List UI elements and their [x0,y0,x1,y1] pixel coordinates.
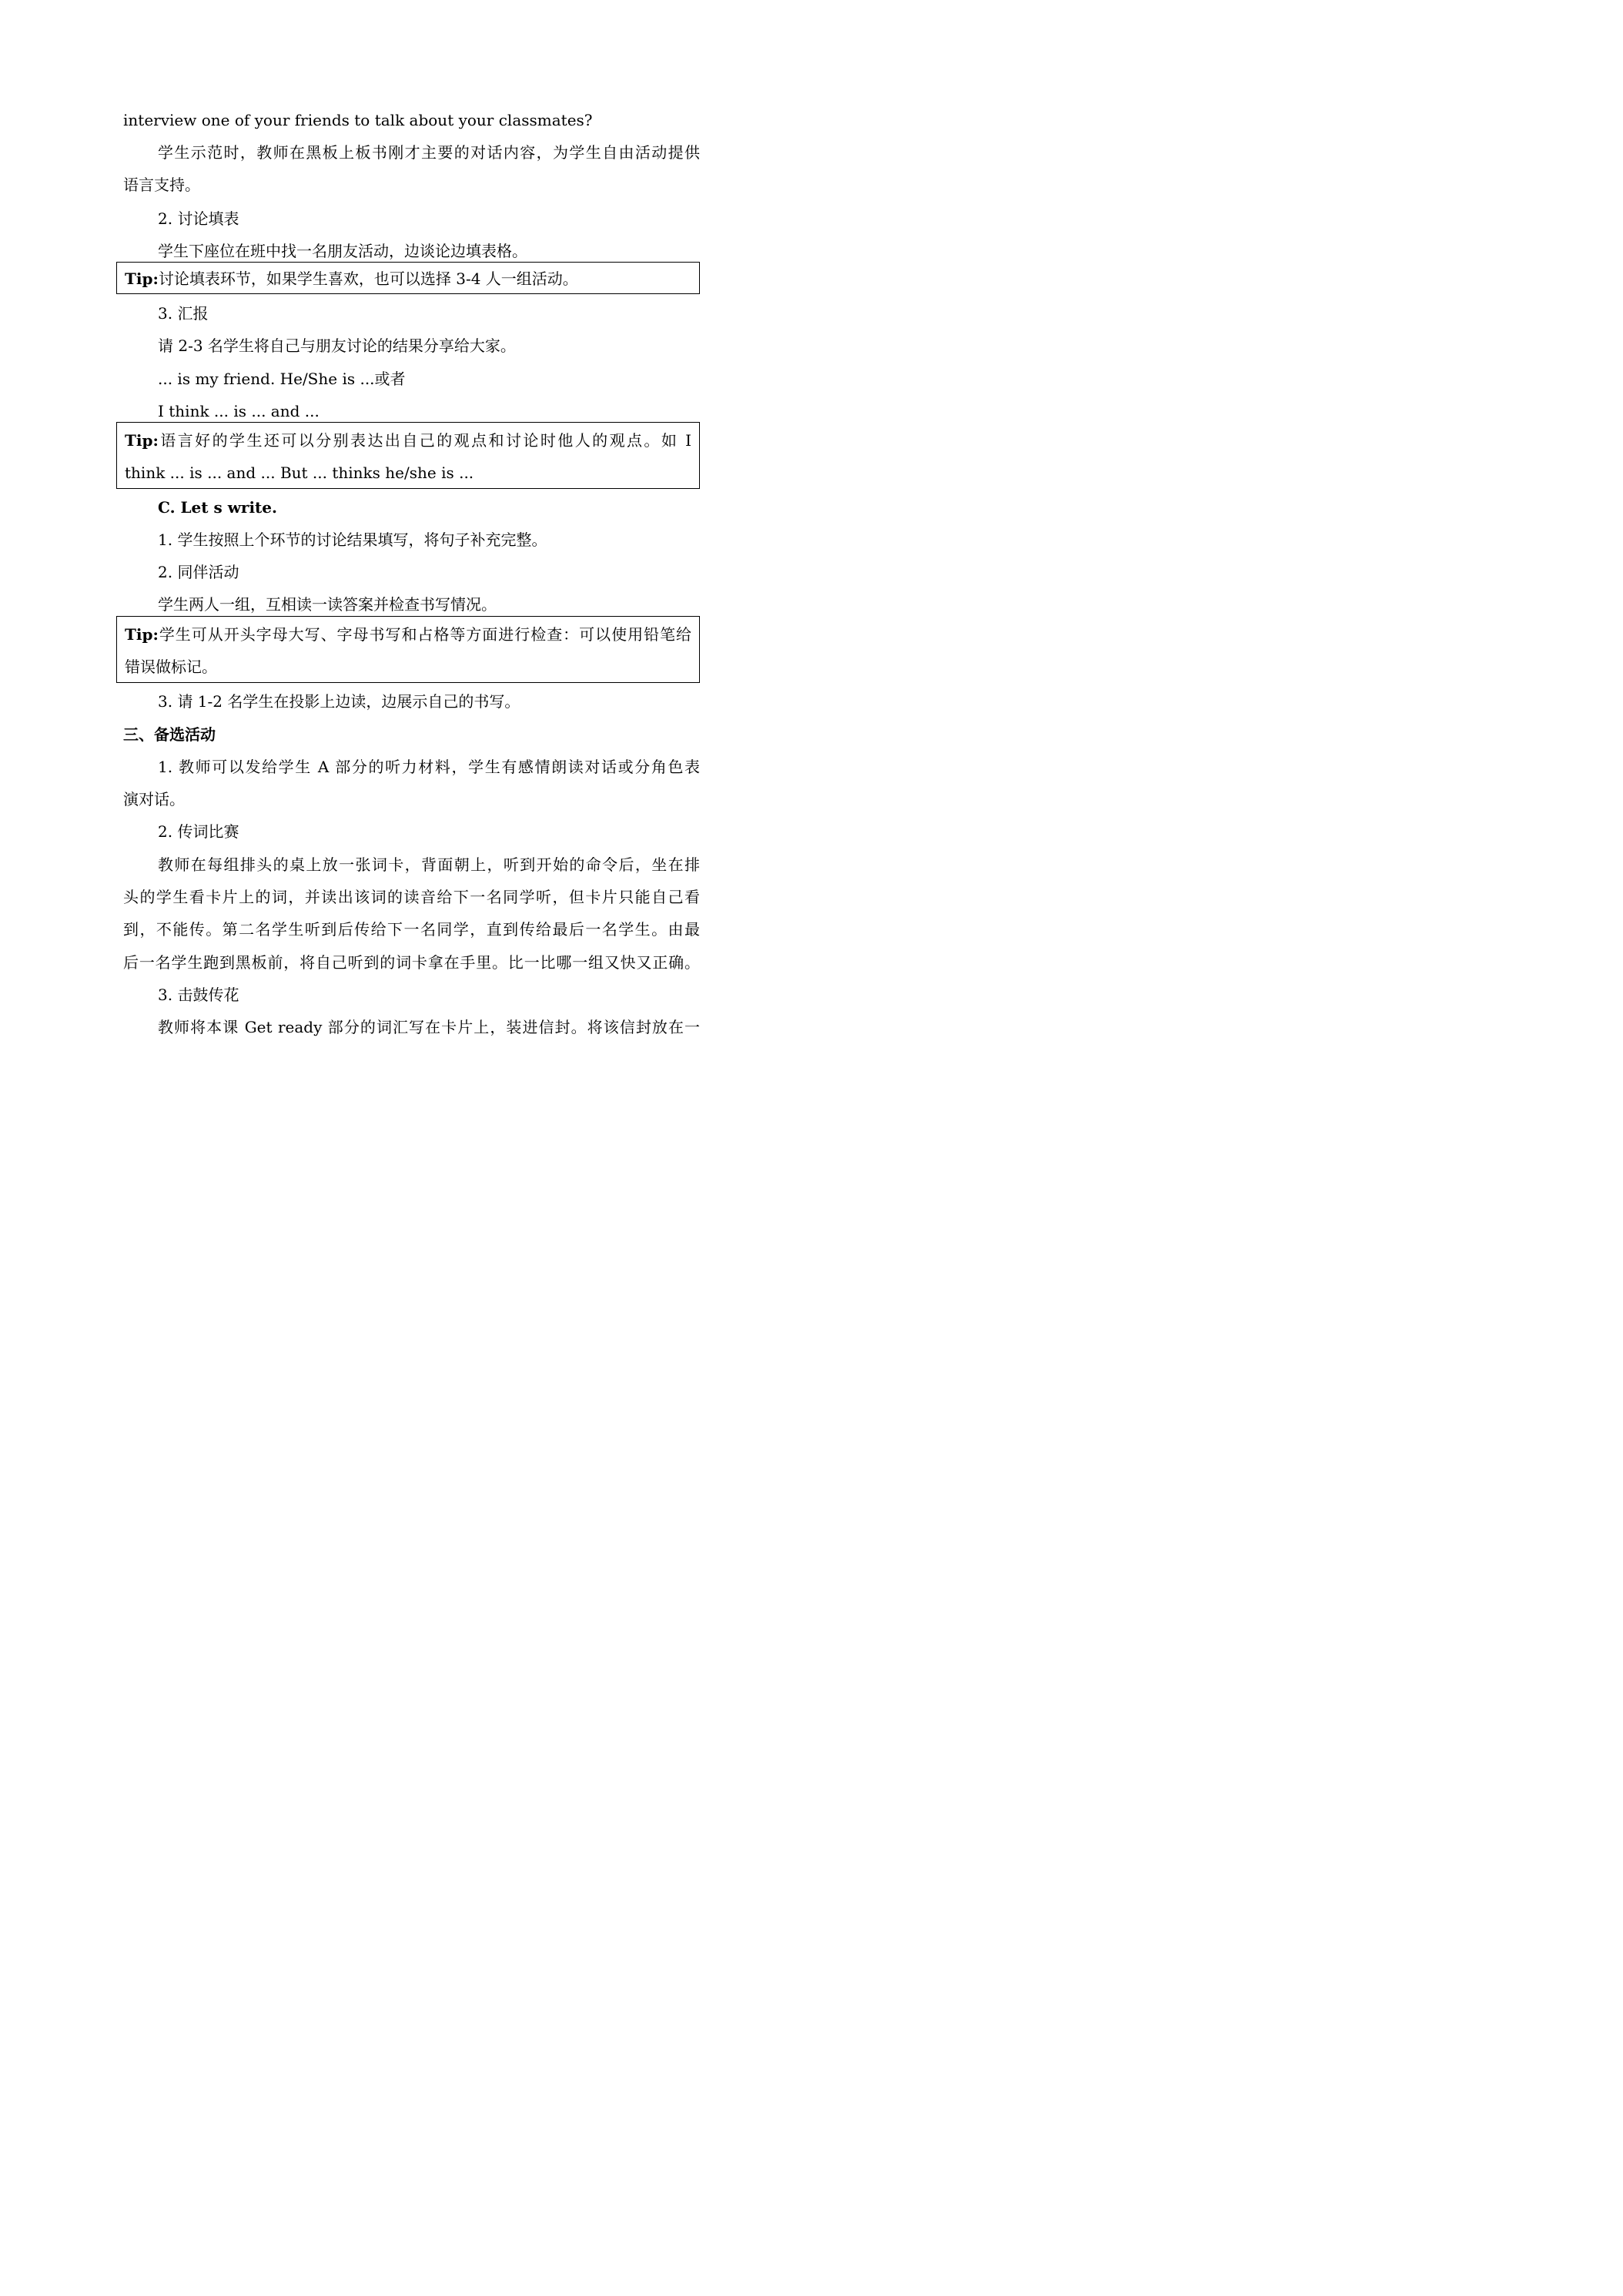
tip-label: Tip: [125,625,159,644]
tip-label: Tip: [125,269,159,288]
optional-item3-heading: 3. 击鼓传花 [158,986,239,1004]
tip-box-report [116,422,700,489]
optional-item2-line: 到，不能传。第二名学生听到后传给下一名同学，直到传给最后一名学生。由最 [123,920,700,939]
demo-paragraph-line1: 学生示范时，教师在黑板上板书刚才主要的对话内容，为学生自由活动提供 [158,143,700,162]
optional-item2-line: 后一名学生跑到黑板前，将自己听到的词卡拿在手里。比一比哪一组又快又正确。 [123,953,700,972]
optional-item2-line: 头的学生看卡片上的词，并读出该词的读音给下一名同学听，但卡片只能自己看 [123,888,700,906]
document-page [0,0,812,1148]
tip-box-discuss [116,262,700,294]
tip-text-line1: 语言好的学生还可以分别表达出自己的观点和讨论时他人的观点。如 I [158,431,691,450]
optional-item2-line: 教师在每组排头的桌上放一张词卡，背面朝上，听到开始的命令后，坐在排 [158,855,700,874]
section-c-step2-text: 学生两人一组，互相读一读答案并检查书写情况。 [158,595,497,614]
optional-item2-heading: 2. 传词比赛 [158,822,239,841]
tip-text-line2: 错误做标记。 [125,658,217,676]
section-three-title: 三、备选活动 [123,725,216,744]
optional-item1-line1: 1. 教师可以发给学生 A 部分的听力材料，学生有感情朗读对话或分角色表 [158,758,700,776]
optional-item1-line2: 演对话。 [123,790,185,808]
report-heading: 3. 汇报 [158,304,209,323]
report-text: 请 2-3 名学生将自己与朋友讨论的结果分享给大家。 [158,336,516,355]
report-example-2: I think ... is ... and ... [158,402,320,420]
tip-text-line1: 学生可从开头字母大写、字母书写和占格等方面进行检查：可以使用铅笔给 [158,625,691,644]
section-c-title: C. Let s write. [158,498,277,517]
tip-text: 讨论填表环节，如果学生喜欢，也可以选择 3-4 人一组活动。 [158,269,578,288]
tip-text-line2: think ... is ... and ... But ... thinks he/she is ... [125,464,474,482]
demo-paragraph-line2: 语言支持。 [123,176,200,194]
intro-line: interview one of your friends to talk about your classmates? [123,111,593,129]
tip-label: Tip: [125,431,159,450]
section-c-step2: 2. 同伴活动 [158,563,239,581]
report-example-1: ... is my friend. He/She is ...或者 [158,370,406,388]
optional-item3-text: 教师将本课 Get ready 部分的词汇写在卡片上，装进信封。将该信封放在一 [158,1018,700,1036]
show-writing-step: 3. 请 1-2 名学生在投影上边读，边展示自己的书写。 [158,692,520,711]
tip-box-write [116,616,700,683]
discuss-text: 学生下座位在班中找一名朋友活动，边谈论边填表格。 [158,242,527,260]
section-c-step1: 1. 学生按照上个环节的讨论结果填写，将句子补充完整。 [158,530,547,549]
discuss-heading: 2. 讨论填表 [158,209,239,228]
